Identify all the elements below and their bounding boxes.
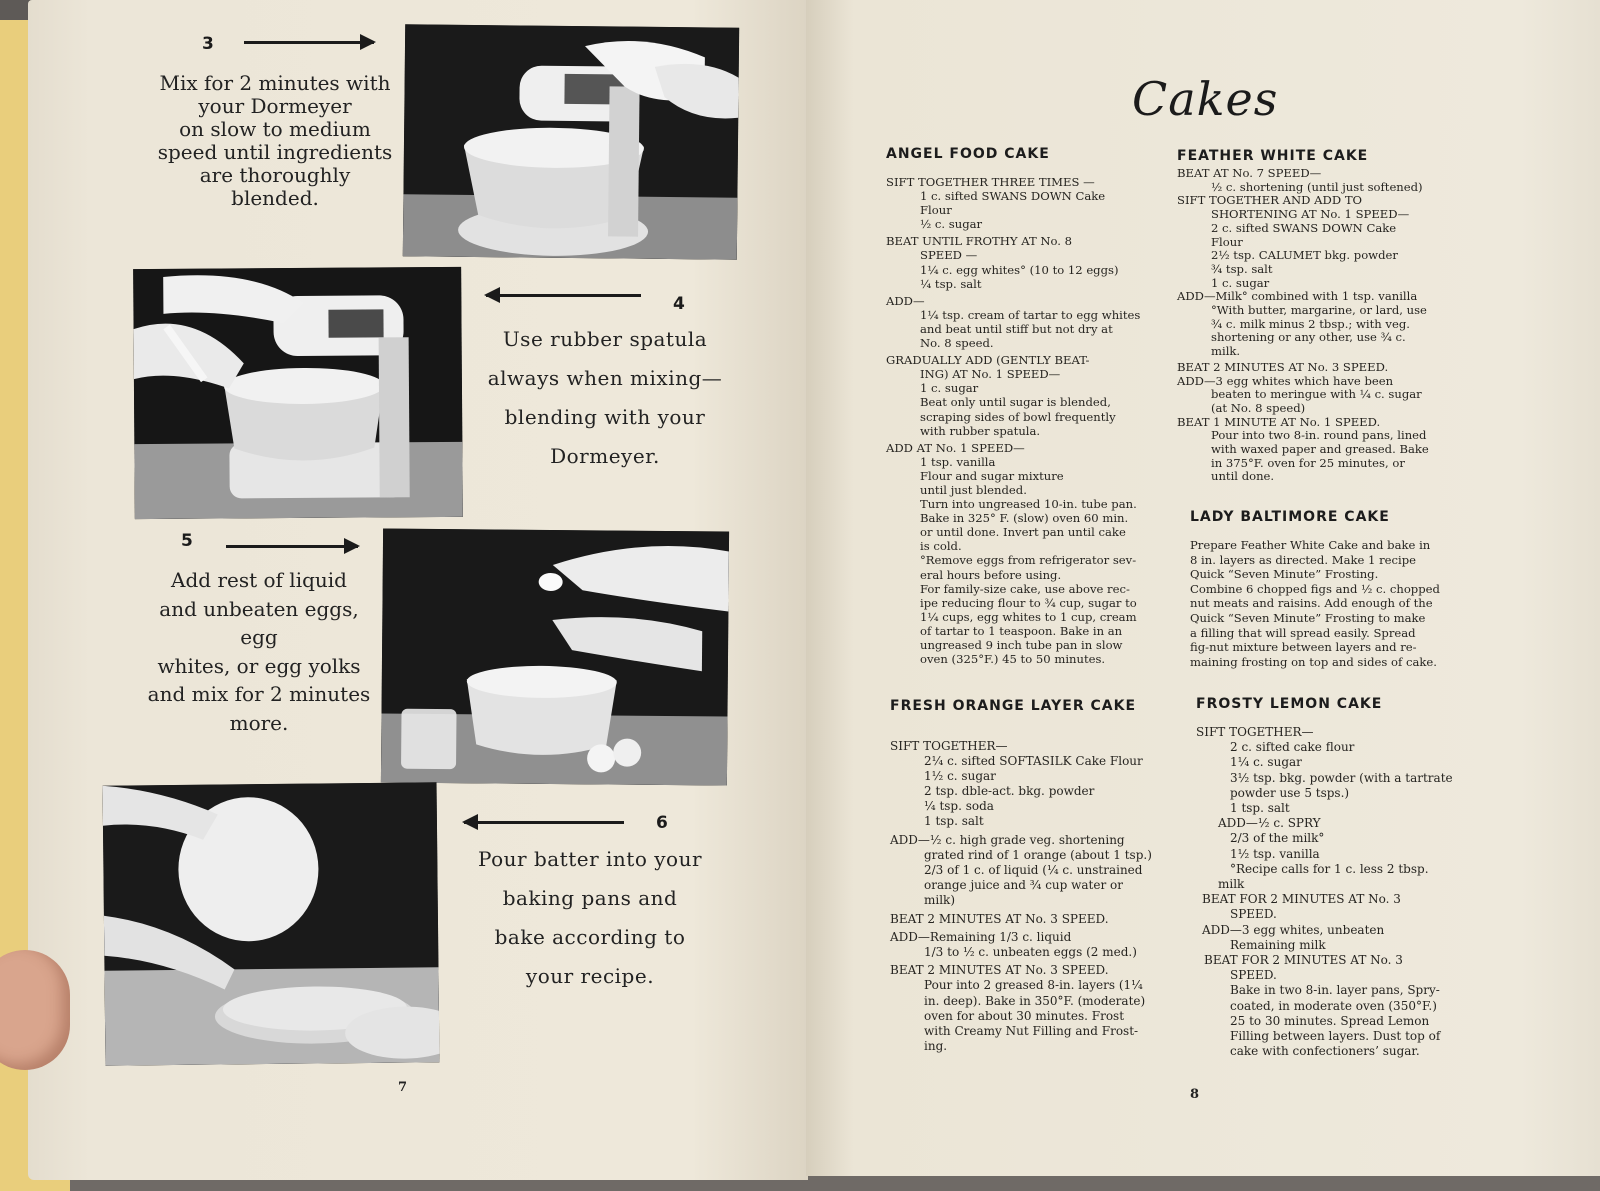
recipe-line: 2 c. sifted cake flour: [1230, 740, 1355, 755]
recipe-line: 2 tsp. dble-act. bkg. powder: [924, 784, 1095, 799]
recipe-line: ADD—: [886, 293, 925, 308]
right-arrow-icon: [226, 545, 358, 548]
recipe-line: ADD—3 egg whites which have been: [1177, 373, 1394, 388]
mixer-photo-step-4: [133, 267, 463, 519]
recipe-line: with Creamy Nut Filling and Frost-: [924, 1023, 1139, 1038]
recipe-line: 1/3 to ½ c. unbeaten eggs (2 med.): [924, 945, 1137, 960]
recipe-line: ADD—½ c. high grade veg. shortening: [890, 832, 1125, 847]
recipe-line: fig-nut mixture between layers and re-: [1190, 640, 1417, 655]
page-title: Cakes: [1132, 72, 1279, 126]
thumb: [0, 950, 70, 1070]
page-number-left: 7: [398, 1080, 408, 1095]
recipe-title-lady-baltimore: LADY BALTIMORE CAKE: [1190, 509, 1390, 525]
recipe-line: BEAT 2 MINUTES AT No. 3 SPEED.: [890, 912, 1109, 927]
eggs-photo-step-5: [381, 528, 729, 785]
step-3-number: 3: [202, 34, 214, 54]
recipe-line: 1½ tsp. vanilla: [1230, 846, 1320, 861]
recipe-line: powder use 5 tsps.): [1230, 785, 1350, 800]
left-arrow-icon: [486, 294, 641, 297]
recipe-line: in 375°F. oven for 25 minutes, or: [1211, 455, 1405, 470]
recipe-line: No. 8 speed.: [920, 336, 994, 351]
recipe-line: Combine 6 chopped figs and ½ c. chopped: [1190, 581, 1440, 596]
recipe-line: 2/3 of 1 c. of liquid (¼ c. unstrained: [924, 862, 1143, 877]
recipe-line: grated rind of 1 orange (about 1 tsp.): [924, 847, 1152, 862]
recipe-line: nut meats and raisins. Add enough of the: [1190, 596, 1433, 611]
recipe-line: 1 c. sugar: [1211, 275, 1270, 290]
step-3-text: Mix for 2 minutes with your Dormeyer on slow to medium speed until ingredients are thoroughly blended.: [157, 71, 393, 210]
right-arrow-icon: [244, 41, 374, 44]
recipe-body-angel-food: [886, 175, 1170, 666]
recipe-line: ¼ tsp. soda: [924, 799, 994, 814]
recipe-line: Quick “Seven Minute” Frosting.: [1190, 567, 1379, 582]
recipe-line: Prepare Feather White Cake and bake in: [1190, 538, 1431, 552]
page-number-right: 8: [1190, 1087, 1200, 1102]
recipe-line: For family-size cake, use above rec-: [920, 581, 1130, 596]
recipe-line: a filling that will spread easily. Spread: [1190, 625, 1416, 640]
recipe-line: Flour and sugar mixture: [920, 468, 1064, 483]
recipe-line: in. deep). Bake in 350°F. (moderate): [924, 993, 1146, 1008]
recipe-line: ¼ tsp. salt: [920, 276, 982, 291]
recipe-line: SIFT TOGETHER—: [890, 739, 1008, 753]
recipe-line: SIFT TOGETHER AND ADD TO: [1177, 193, 1363, 208]
recipe-line: 2 c. sifted SWANS DOWN Cake: [1211, 220, 1397, 235]
recipe-line: ADD—Milk° combined with 1 tsp. vanilla: [1177, 289, 1418, 304]
recipe-line: 2/3 of the milk°: [1230, 831, 1325, 846]
recipe-line: beaten to meringue with ¼ c. sugar: [1211, 387, 1422, 402]
recipe-line: and beat until stiff but not dry at: [920, 321, 1113, 336]
recipe-line: 3½ tsp. bkg. powder (with a tartrate: [1230, 770, 1453, 785]
recipe-line: Pour into two 8-in. round pans, lined: [1211, 428, 1427, 443]
recipe-line: 1 tsp. salt: [924, 814, 984, 829]
recipe-line: eral hours before using.: [920, 567, 1062, 582]
recipe-line: ungreased 9 inch tube pan in slow: [920, 638, 1123, 652]
pour-batter-photo-step-6: [103, 782, 440, 1065]
recipe-line: ½ c. sugar: [920, 217, 983, 232]
recipe-line: SPEED —: [920, 248, 978, 263]
recipe-line: ADD—3 egg whites, unbeaten: [1202, 922, 1385, 937]
recipe-line: SIFT TOGETHER THREE TIMES —: [886, 175, 1095, 189]
recipe-line: Remaining milk: [1230, 937, 1326, 952]
recipe-line: ½ c. shortening (until just softened): [1211, 179, 1423, 194]
recipe-line: Filling between layers. Dust top of: [1230, 1029, 1441, 1044]
recipe-line: BEAT 2 MINUTES AT No. 3 SPEED.: [1177, 359, 1389, 374]
recipe-line: is cold.: [920, 539, 962, 554]
recipe-line: SIFT TOGETHER—: [1196, 725, 1314, 739]
step-6-number: 6: [656, 813, 668, 833]
recipe-body-fresh-orange: [890, 739, 1186, 1054]
recipe-line: 1 tsp. salt: [1230, 801, 1290, 816]
recipe-line: Bake in 325° F. (slow) oven 60 min.: [920, 511, 1129, 526]
recipe-line: 1½ c. sugar: [924, 769, 996, 784]
recipe-line: with rubber spatula.: [920, 423, 1041, 438]
recipe-line: 2¼ c. sifted SOFTASILK Cake Flour: [924, 754, 1143, 769]
recipe-line: Turn into ungreased 10-in. tube pan.: [920, 497, 1137, 512]
recipe-line: 1¼ tsp. cream of tartar to egg whites: [920, 307, 1141, 322]
recipe-line: 8 in. layers as directed. Make 1 recipe: [1190, 552, 1417, 567]
recipe-line: milk: [1218, 877, 1245, 892]
recipe-line: ¾ tsp. salt: [1211, 261, 1273, 276]
recipe-line: cake with confectioners’ sugar.: [1230, 1044, 1420, 1059]
recipe-line: maining frosting on top and sides of cake.: [1190, 654, 1437, 669]
recipe-line: Bake in two 8-in. layer pans, Spry-: [1230, 983, 1440, 998]
recipe-line: 1 c. sugar: [920, 381, 979, 396]
recipe-line: Quick “Seven Minute” Frosting to make: [1190, 610, 1426, 625]
step-5-text: Add rest of liquid and unbeaten eggs, egg whites, or egg yolks and mix for 2 minutes more.: [147, 568, 371, 735]
recipe-line: Beat only until sugar is blended,: [920, 395, 1111, 410]
recipe-line: BEAT AT No. 7 SPEED—: [1177, 166, 1322, 180]
recipe-line: ipe reducing flour to ¾ cup, sugar to: [920, 595, 1137, 610]
recipe-title-angel-food: ANGEL FOOD CAKE: [886, 146, 1050, 162]
recipe-line: SPEED.: [1230, 907, 1277, 922]
recipe-line: Pour into 2 greased 8-in. layers (1¼: [924, 978, 1143, 993]
recipe-line: 1 c. sifted SWANS DOWN Cake: [920, 189, 1106, 204]
recipe-line: oven for about 30 minutes. Frost: [924, 1008, 1125, 1023]
recipe-line: ADD—½ c. SPRY: [1218, 816, 1321, 831]
recipe-line: °Recipe calls for 1 c. less 2 tbsp.: [1230, 861, 1429, 876]
recipe-line: BEAT 2 MINUTES AT No. 3 SPEED.: [890, 963, 1109, 978]
recipe-line: 1¼ c. sugar: [1230, 755, 1302, 770]
recipe-line: 1¼ cups, egg whites to 1 cup, cream: [920, 609, 1137, 624]
recipe-line: coated, in moderate oven (350°F.): [1230, 998, 1437, 1013]
recipe-title-fresh-orange: FRESH ORANGE LAYER CAKE: [890, 698, 1137, 714]
recipe-line: of tartar to 1 teaspoon. Bake in an: [920, 623, 1123, 638]
recipe-line: SPEED.: [1230, 968, 1277, 983]
left-arrow-icon: [464, 821, 624, 824]
mixer-photo-step-3: [403, 24, 739, 259]
recipe-line: with waxed paper and greased. Bake: [1211, 442, 1429, 457]
recipe-line: orange juice and ¾ cup water or: [924, 877, 1123, 892]
recipe-body-frosty-lemon: [1196, 725, 1496, 1059]
recipe-line: ADD—Remaining 1/3 c. liquid: [890, 930, 1072, 945]
recipe-line: BEAT UNTIL FROTHY AT No. 8: [886, 234, 1073, 249]
recipe-line: ing.: [924, 1038, 948, 1053]
recipe-line: BEAT 1 MINUTE AT No. 1 SPEED.: [1177, 414, 1381, 429]
recipe-line: °With butter, margarine, or lard, use: [1211, 303, 1427, 318]
recipe-line: until just blended.: [920, 482, 1027, 497]
step-5-number: 5: [181, 531, 193, 551]
recipe-line: ADD AT No. 1 SPEED—: [886, 440, 1025, 455]
recipe-line: 2½ tsp. CALUMET bkg. powder: [1211, 248, 1398, 263]
recipe-line: ING) AT No. 1 SPEED—: [920, 367, 1061, 382]
recipe-line: oven (325°F.) 45 to 50 minutes.: [920, 652, 1106, 667]
recipe-line: shortening or any other, use ¾ c.: [1211, 330, 1406, 345]
recipe-line: (at No. 8 speed): [1211, 400, 1306, 415]
recipe-line: ¾ c. milk minus 2 tbsp.; with veg.: [1211, 316, 1410, 331]
recipe-line: 1¼ c. egg whites° (10 to 12 eggs): [920, 262, 1119, 277]
recipe-line: scraping sides of bowl frequently: [920, 409, 1116, 424]
step-4-text: Use rubber spatula always when mixing— blending with your Dormeyer.: [487, 327, 723, 468]
recipe-title-frosty-lemon: FROSTY LEMON CAKE: [1196, 696, 1383, 712]
recipe-line: GRADUALLY ADD (GENTLY BEAT-: [886, 353, 1090, 368]
step-4-number: 4: [673, 294, 685, 314]
recipe-line: milk): [924, 892, 956, 907]
recipe-line: 25 to 30 minutes. Spread Lemon: [1230, 1013, 1430, 1028]
recipe-line: or until done. Invert pan until cake: [920, 525, 1126, 540]
recipe-title-feather-white: FEATHER WHITE CAKE: [1177, 148, 1369, 164]
recipe-line: BEAT FOR 2 MINUTES AT No. 3: [1204, 953, 1403, 968]
recipe-line: Flour: [920, 203, 952, 218]
recipe-line: Flour: [1211, 234, 1243, 249]
recipe-line: BEAT FOR 2 MINUTES AT No. 3: [1202, 892, 1401, 907]
recipe-body-lady-baltimore: [1190, 538, 1480, 669]
recipe-line: milk.: [1211, 344, 1241, 359]
recipe-line: 1 tsp. vanilla: [920, 454, 996, 469]
recipe-body-feather-white: [1177, 167, 1467, 484]
recipe-line: SHORTENING AT No. 1 SPEED—: [1211, 207, 1410, 222]
step-6-text: Pour batter into your baking pans and bake according to your recipe.: [477, 847, 703, 988]
recipe-line: until done.: [1211, 469, 1275, 484]
recipe-line: °Remove eggs from refrigerator sev-: [920, 553, 1137, 568]
